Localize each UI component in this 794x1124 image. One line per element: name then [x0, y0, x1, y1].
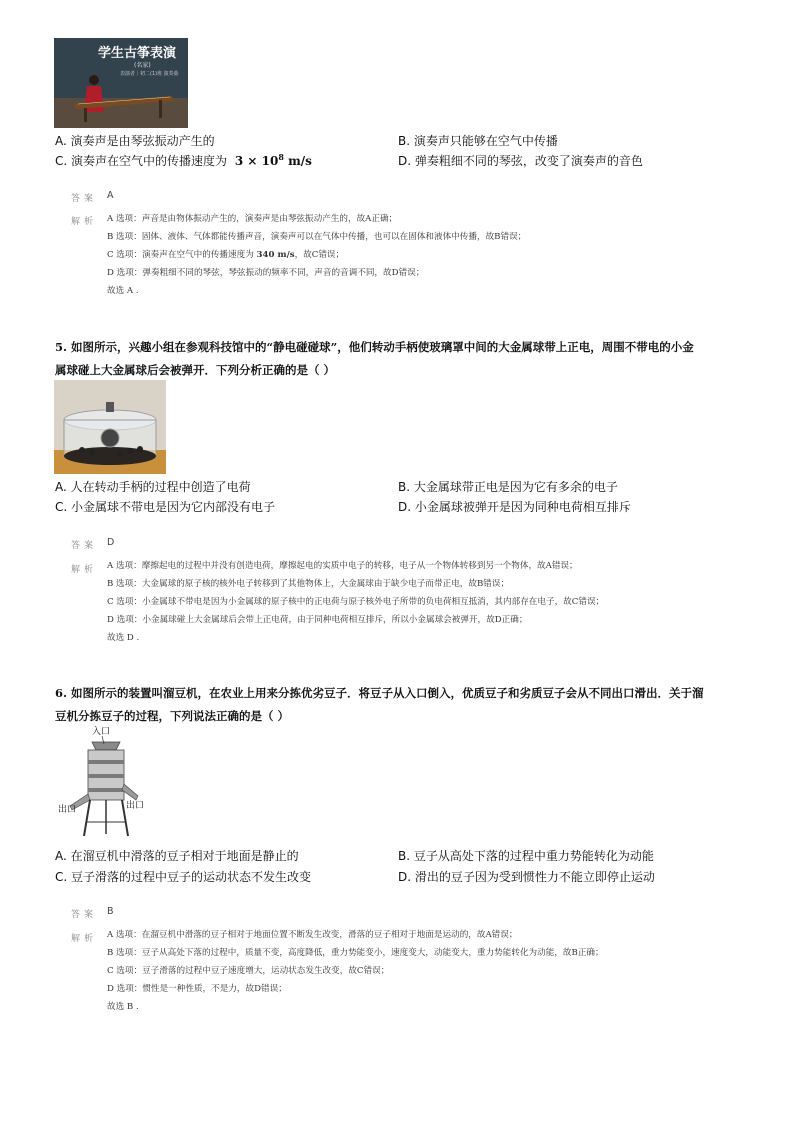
- q4-option-d: D. 弹奏粗细不同的琴弦，改变了演奏声的音色: [398, 154, 643, 168]
- q4-analysis-line: C 选项：演奏声在空气中的传播速度为 340 m/s，故C错误；: [107, 250, 345, 260]
- q5-question-line: 属球碰上大金属球后会被弹开．下列分析正确的是（ ）: [55, 363, 336, 377]
- q5-question-line: 5. 如图所示，兴趣小组在参观科技馆中的“静电碰碰球”，他们转动手柄使玻璃罩中间的大金属球带上正电，周围不带电的小金: [55, 340, 694, 354]
- q5-option-a: A. 人在转动手柄的过程中创造了电荷: [55, 480, 251, 494]
- q5-question: [55, 336, 745, 382]
- q5-analysis-line: 故选 D .: [107, 633, 140, 643]
- q4-answer-value: A: [107, 190, 114, 201]
- image-subtitle: (名家): [134, 62, 151, 69]
- q5-option-d: D. 小金属球被弹开是因为同种电荷相互排斥: [398, 500, 631, 514]
- image-title: 学生古筝表演: [98, 46, 177, 61]
- q5-option-b: B. 大金属球带正电是因为它有多余的电子: [398, 480, 618, 494]
- q6-analysis: [107, 926, 604, 1016]
- q5-option-c: C. 小金属球不带电是因为它内部没有电子: [55, 500, 276, 514]
- q6-option-c: C. 豆子滑落的过程中豆子的运动状态不发生改变: [55, 870, 312, 884]
- outlet-left-label: 出口: [58, 805, 77, 815]
- q5-analysis-line: A 选项：摩擦起电的过程中并没有创造电荷，摩擦起电的实质中电子的转移，电子从一个物体转移到另一个物体，故A错误；: [107, 561, 578, 571]
- q5-analysis-line: D 选项：小金属球碰上大金属球后会带上正电荷，由于同种电荷相互排斥，所以小金属球会被弹开，故D正确；: [107, 615, 528, 625]
- q6-answer-value: B: [107, 906, 114, 917]
- q6-analysis-line: C 选项：豆子滑落的过程中豆子速度增大，运动状态发生改变，故C错误；: [107, 966, 390, 976]
- q6-option-b: B. 豆子从高处下落的过程中重力势能转化为动能: [398, 849, 654, 863]
- inlet-label: 入口: [92, 727, 111, 737]
- bean-sorter-image: [58, 726, 150, 844]
- q6-question-line: 6. 如图所示的装置叫溜豆机，在农业上用来分拣优劣豆子．将豆子从入口倒入，优质豆子和劣质豆子会从不同出口滑出．关于溜: [55, 686, 704, 700]
- electrostatic-ball-illustration: [54, 380, 166, 474]
- q5-analysis: [107, 557, 604, 647]
- q6-answer-label: 答案: [71, 910, 98, 920]
- q4-analysis: [107, 210, 526, 300]
- q6-option-a: A. 在溜豆机中滑落的豆子相对于地面是静止的: [55, 849, 299, 863]
- q6-question: [55, 682, 745, 728]
- q6-option-d: D. 滑出的豆子因为受到惯性力不能立即停止运动: [398, 870, 655, 884]
- q4-option-a: A. 演奏声是由琴弦振动产生的: [55, 134, 215, 148]
- q5-answer-value: D: [107, 537, 115, 548]
- guzheng-performance-image: [54, 38, 188, 128]
- q4-analysis-line: A 选项：声音是由物体振动产生的，演奏声是由琴弦振动产生的，故A正确；: [107, 214, 398, 224]
- q6-analysis-label: 解析: [71, 934, 98, 944]
- outlet-right-label: 出口: [126, 801, 145, 811]
- q5-analysis-line: B 选项：大金属球的原子核的核外电子转移到了其他物体上，大金属球由于缺少电子而带正电，故B错误；: [107, 579, 510, 589]
- q6-analysis-line: 故选 B .: [107, 1002, 139, 1012]
- q6-analysis-line: B 选项：豆子从高处下落的过程中，质量不变，高度降低，重力势能变小，速度变大，动能变大，重力势能转化为动能，故B正确；: [107, 948, 604, 958]
- q4-option-b: B. 演奏声只能够在空气中传播: [398, 134, 558, 148]
- q4-option-c-text: C. 演奏声在空气中的传播速度为: [55, 154, 228, 168]
- electrostatic-ball-image: [54, 380, 166, 474]
- q4-answer-label: 答案: [71, 194, 98, 204]
- q5-answer-label: 答案: [71, 541, 98, 551]
- bean-sorter-illustration: [58, 726, 150, 844]
- q6-question-line: 豆机分拣豆子的过程，下列说法正确的是（ ）: [55, 709, 290, 723]
- q5-analysis-label: 解析: [71, 565, 98, 575]
- q4-option-c: [55, 152, 312, 169]
- q6-analysis-line: A 选项：在溜豆机中滑落的豆子相对于地面位置不断发生改变，滑落的豆子相对于地面是运动的，故A错误；: [107, 930, 518, 940]
- q4-option-c-formula: $3 \times 10^8$ m/s: [234, 152, 312, 168]
- q4-analysis-label: 解析: [71, 217, 98, 227]
- q4-analysis-line: 故选 A .: [107, 286, 139, 296]
- q5-analysis-line: C 选项：小金属球不带电是因为小金属球的原子核中的正电荷与原子核外电子所带的负电荷相互抵消，其内部存在电子，故C错误；: [107, 597, 605, 607]
- q4-analysis-line: B 选项：固体、液体、气体都能传播声音，演奏声可以在气体中传播，也可以在固体和液体中传播，故B错误；: [107, 232, 527, 242]
- q4-analysis-line: D 选项：弹奏粗细不同的琴弦，琴弦振动的频率不同，声音的音调不同，故D错误；: [107, 268, 425, 278]
- q6-analysis-line: D 选项：惯性是一种性质，不是力，故D错误；: [107, 984, 287, 994]
- image-caption: 表演者｜初二(1)班 演奏曲: [120, 71, 179, 77]
